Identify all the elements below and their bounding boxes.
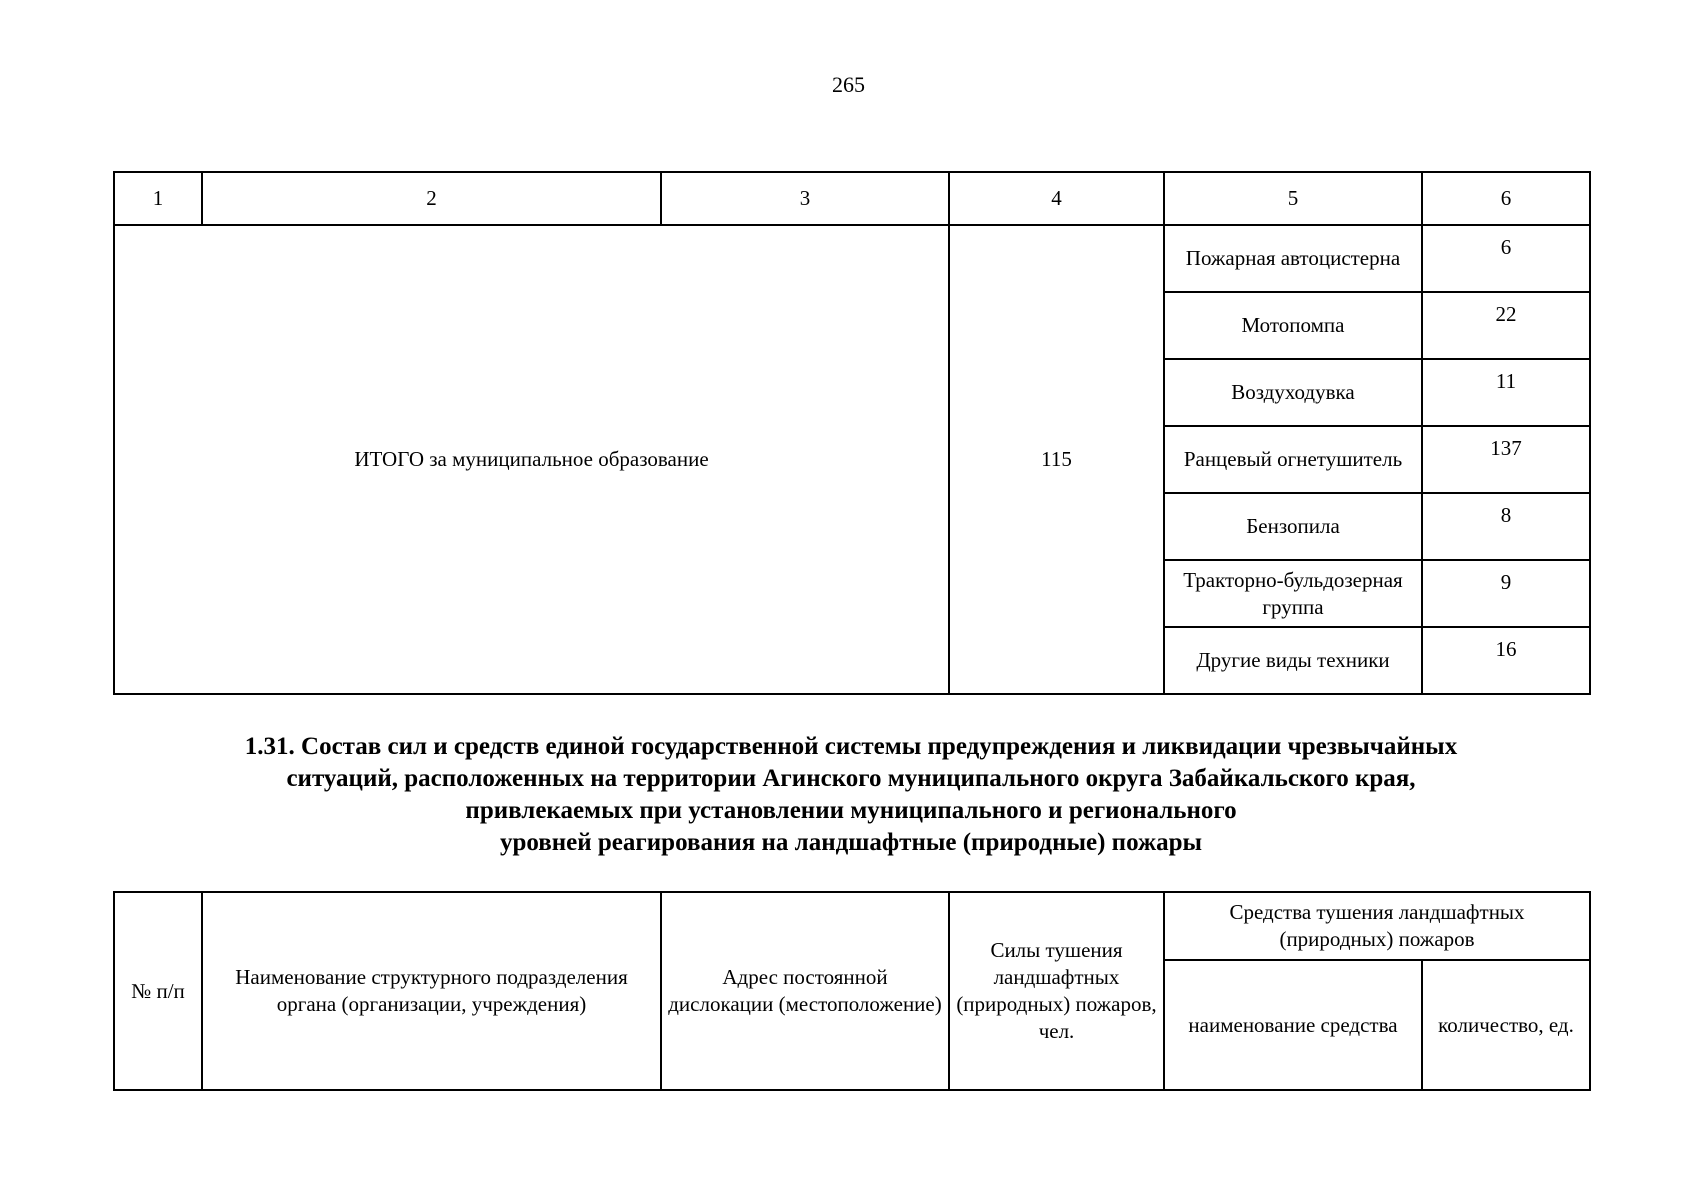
equipment-qty: 22: [1422, 292, 1590, 359]
section-heading: [113, 731, 1589, 859]
column-number-6: 6: [1422, 172, 1590, 225]
equipment-qty: 16: [1422, 627, 1590, 694]
column-number-5: 5: [1164, 172, 1422, 225]
equipment-name: Ранцевый огнетушитель: [1164, 426, 1422, 493]
column-number-2: 2: [202, 172, 661, 225]
equipment-name: Бензопила: [1164, 493, 1422, 560]
header-means-qty: количество, ед.: [1422, 960, 1590, 1090]
equipment-qty: 8: [1422, 493, 1590, 560]
header-unit-name: Наименование структурного подразделения органа (организации, учреждения): [202, 892, 661, 1090]
section-heading-line: 1.31. Состав сил и средств единой государственной системы предупреждения и ликвидации чрезвычайных: [244, 733, 1458, 760]
total-label: ИТОГО за муниципальное образование: [114, 225, 949, 694]
column-number-4: 4: [949, 172, 1164, 225]
equipment-qty: 6: [1422, 225, 1590, 292]
header-number: № п/п: [114, 892, 202, 1090]
header-row: [114, 892, 1590, 960]
header-forces: Силы тушения ландшафтных (природных) пожаров, чел.: [949, 892, 1164, 1090]
header-address: Адрес постоянной дислокации (местоположение): [661, 892, 949, 1090]
equipment-qty: 9: [1422, 560, 1590, 627]
equipment-totals-table: [113, 171, 1591, 695]
page-number: 265: [832, 72, 865, 97]
equipment-name: Воздуходувка: [1164, 359, 1422, 426]
equipment-name: Мотопомпа: [1164, 292, 1422, 359]
forces-header-table: [113, 891, 1591, 1091]
total-people: 115: [949, 225, 1164, 694]
column-number-row: [114, 172, 1590, 225]
section-heading-line: уровней реагирования на ландшафтные (природные) пожары: [499, 829, 1203, 856]
equipment-name: Пожарная автоцистерна: [1164, 225, 1422, 292]
table-row: [114, 225, 1590, 292]
section-heading-line: ситуаций, расположенных на территории Агинского муниципального округа Забайкальского края,: [286, 765, 1416, 792]
equipment-qty: 11: [1422, 359, 1590, 426]
column-number-1: 1: [114, 172, 202, 225]
section-heading-line: привлекаемых при установлении муниципального и регионального: [465, 797, 1237, 824]
equipment-name: Тракторно-бульдозерная группа: [1164, 560, 1422, 627]
header-means: Средства тушения ландшафтных (природных) пожаров: [1164, 892, 1590, 960]
equipment-qty: 137: [1422, 426, 1590, 493]
header-means-name: наименование средства: [1164, 960, 1422, 1090]
equipment-name: Другие виды техники: [1164, 627, 1422, 694]
column-number-3: 3: [661, 172, 949, 225]
